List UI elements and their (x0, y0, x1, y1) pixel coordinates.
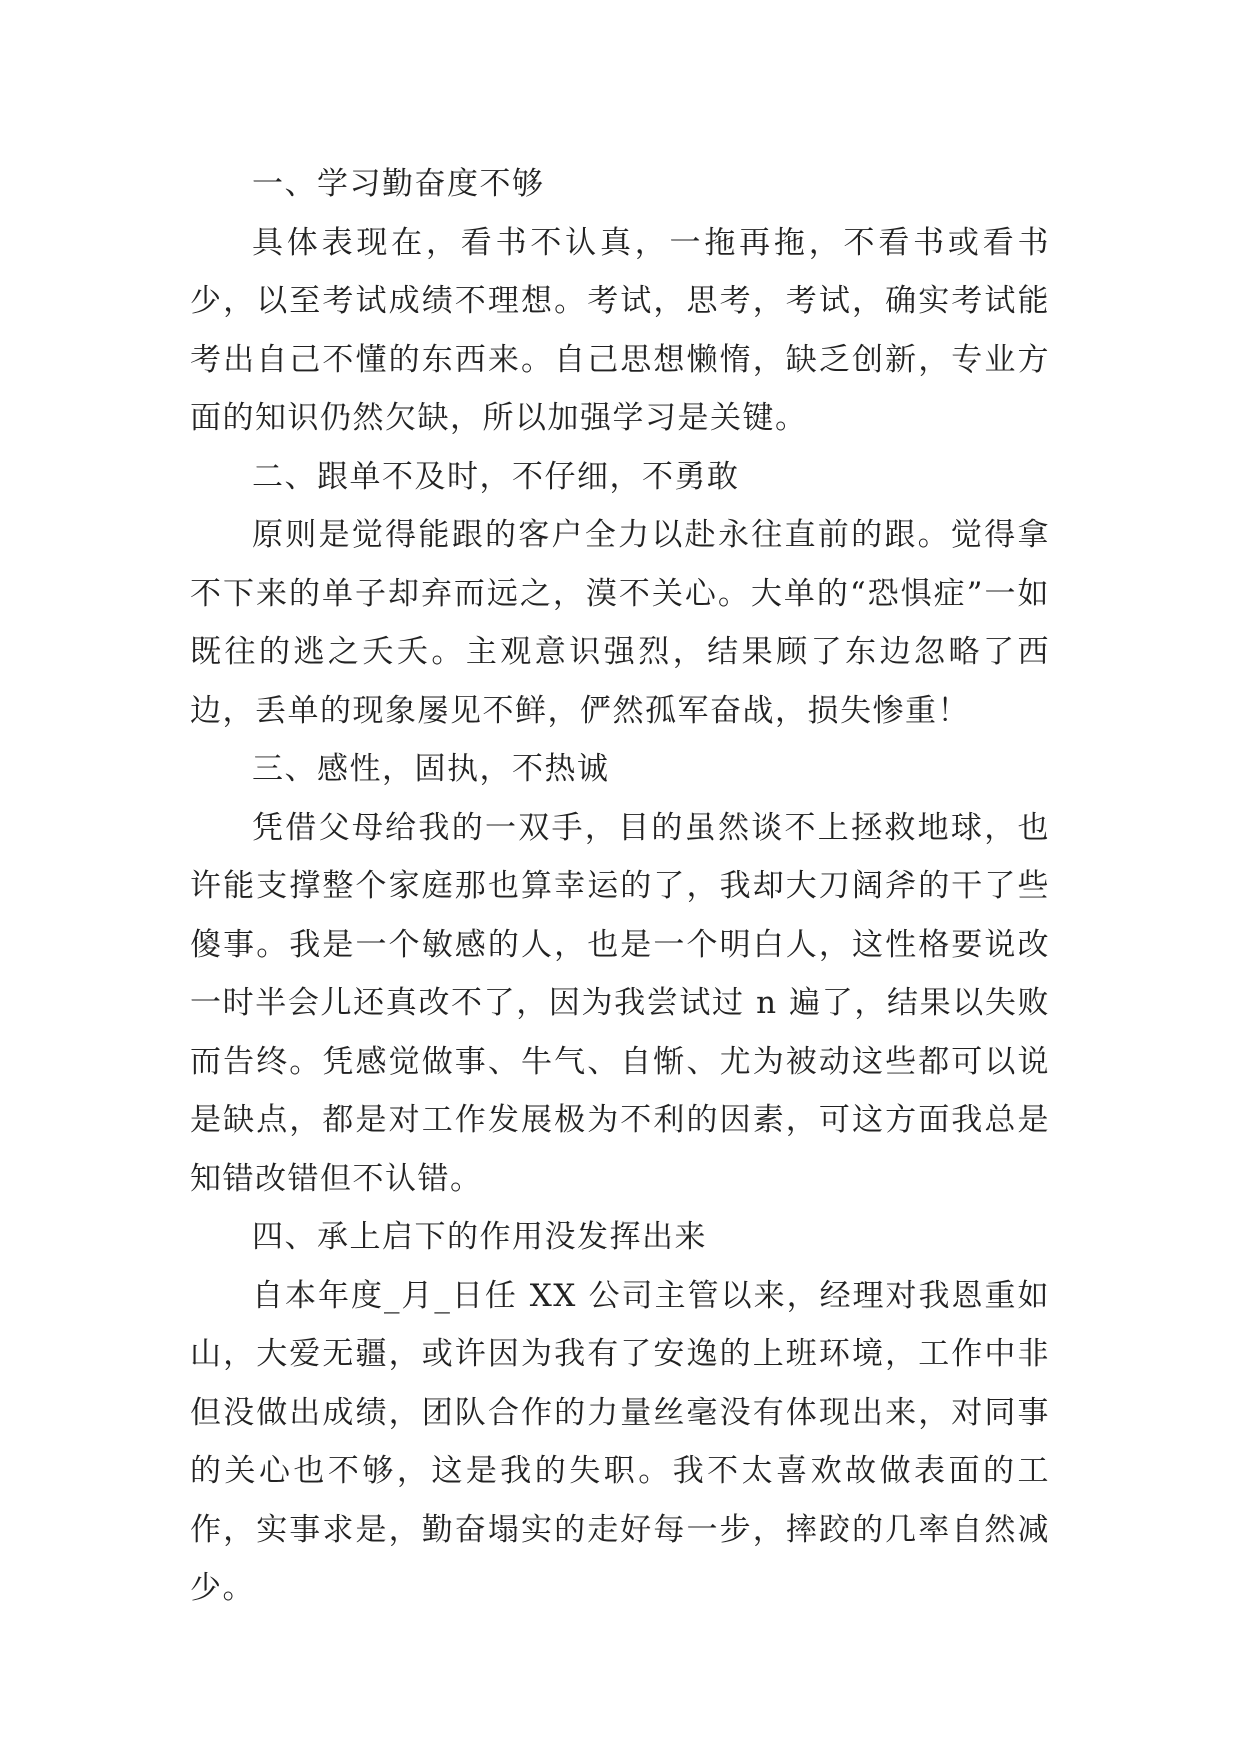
document-body (190, 155, 1050, 1618)
section-body-2: 原则是觉得能跟的客户全力以赴永往直前的跟。觉得拿不下来的单子却弃而远之，漠不关心。大单的“恐惧症”一如既往的逃之夭夭。主观意识强烈，结果顾了东边忽略了西边，丢单的现象屡见不鲜，俨然孤军奋战，损失惨重！ (190, 517, 1050, 729)
section-body-1: 具体表现在，看书不认真，一拖再拖，不看书或看书少，以至考试成绩不理想。考试，思考，考试，确实考试能考出自己不懂的东西来。自己思想懒惰，缺乏创新，专业方面的知识仍然欠缺，所以加强学习是关键。 (190, 224, 1050, 436)
section-heading-4: 四、承上启下的作用没发挥出来 (252, 1219, 707, 1255)
section-body-4: 自本年度_月_日任 XX 公司主管以来，经理对我恩重如山，大爱无疆，或许因为我有了安逸的上班环境，工作中非但没做出成绩，团队合作的力量丝毫没有体现出来，对同事的关心也不够，这是我的失职。我不太喜欢故做表面的工作，实事求是，勤奋塌实的走好每一步，摔跤的几率自然减少。 (190, 1277, 1050, 1606)
section-body-3: 凭借父母给我的一双手，目的虽然谈不上拯救地球，也许能支撑整个家庭那也算幸运的了，我却大刀阔斧的干了些傻事。我是一个敏感的人，也是一个明白人，这性格要说改一时半会儿还真改不了，因为我尝试过 n 遍了，结果以失败而告终。凭感觉做事、牛气、自惭、尤为被动这些都可以说是缺点，都是对工作发展极为不利的因素，可这方面我总是知错改错但不认错。 (190, 809, 1050, 1197)
section-heading-2: 二、跟单不及时，不仔细，不勇敢 (252, 458, 740, 495)
section-heading-1: 一、学习勤奋度不够 (252, 166, 545, 202)
section-heading-3: 三、感性，固执，不热诚 (252, 751, 610, 787)
